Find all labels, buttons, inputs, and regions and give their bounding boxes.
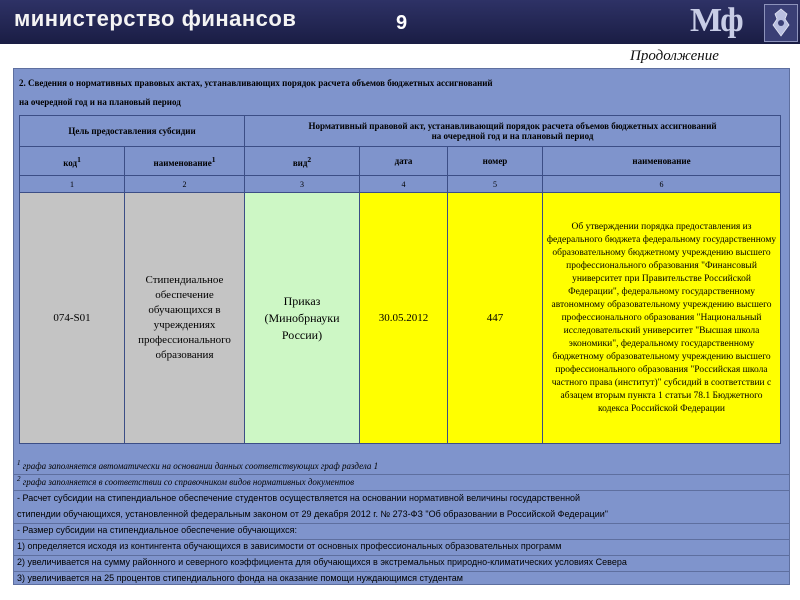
note-line: 3) увеличивается на 25 процентов стипендиального фонда на оказание помощи нуждающимся студентам [17,573,463,583]
column-number: 3 [245,176,360,193]
column-header-code: код$^1$ [20,147,125,176]
coat-of-arms-icon [764,4,798,42]
act-group-header-line2: на очередной год и на плановый период [431,131,594,141]
note-line: 2) увеличивается на сумму районного и северного коэффициента для обучающихся в экстремальных природно-климатических условиях Севера [17,557,627,567]
note-line: стипендии обучающихся, установленной федеральным законом от 29 декабря 2012 г. № 273-ФЗ "Об образовании в Российской Федерации" [17,509,608,519]
note-line: 1) определяется исходя из контингента обучающихся в зависимости от основных профессиональных образовательных программ [17,541,562,551]
legal-acts-table [19,115,781,444]
cell-act-name: Об утверждении порядка предоставления из федерального бюджета федеральному государственному образовательному бюджетному учреждению высшего профессионального образования "Финансовый университет при Правительстве Российской Федерации", федеральному государственному автономному образовательному учреждению высшего профессионального образования "Национальный исследовательский университет "Высшая школа экономики", федеральному государственному бюджетному образовательному учреждению высшего профессионального образования "Российская школа частного права (институт)" субсидий в соответствии с абзацем вторым пункта 1 статьи 78.1 Бюджетного кодекса Российской Федерации [543,193,781,444]
cell-name: Стипендиальное обеспечение обучающихся в учреждениях профессионального образования [125,193,245,444]
column-number: 2 [125,176,245,193]
column-header-type: вид$^2$ [245,147,360,176]
continuation-label: Продолжение [630,48,719,64]
act-group-header-line1: Нормативный правовой акт, устанавливающий порядок расчета объемов бюджетных ассигнований [308,121,717,131]
footnote-2: $^2$ графа заполняется в соответствии со справочником видов нормативных документов [17,475,355,487]
page-number: 9 [396,12,408,34]
column-number: 5 [448,176,543,193]
ministry-logo: Мф [690,2,742,39]
cell-code: 074-S01 [20,193,125,444]
section-title [19,74,493,112]
cell-number: 447 [448,193,543,444]
purpose-group-header: Цель предоставления субсидии [20,116,245,147]
ministry-title: министерство финансов [14,6,297,31]
act-group-header [245,116,781,147]
cell-type: Приказ (Минобрнауки России) [245,193,360,444]
cell-date: 30.05.2012 [360,193,448,444]
report-panel [13,68,790,585]
column-header-date: дата [360,147,448,176]
section-title-line1: 2. Сведения о нормативных правовых актах, устанавливающих порядок расчета объемов бюджетных ассигнований [19,78,493,88]
column-header-name: наименование$^1$ [125,147,245,176]
footnote-1: $^1$ графа заполняется автоматически на основании данных соответствующих граф раздела 1 [17,459,379,471]
table-row [20,193,781,444]
column-number: 6 [543,176,781,193]
column-header-act-name: наименование [543,147,781,176]
column-header-number: номер [448,147,543,176]
top-banner [0,0,800,44]
note-line: - Размер субсидии на стипендиальное обеспечение обучающихся: [17,525,298,535]
note-line: - Расчет субсидии на стипендиальное обеспечение студентов осуществляется на основании нормативной величины государственной [17,493,581,503]
section-title-line2: на очередной год и на плановый период [19,97,181,107]
column-number: 4 [360,176,448,193]
column-number: 1 [20,176,125,193]
